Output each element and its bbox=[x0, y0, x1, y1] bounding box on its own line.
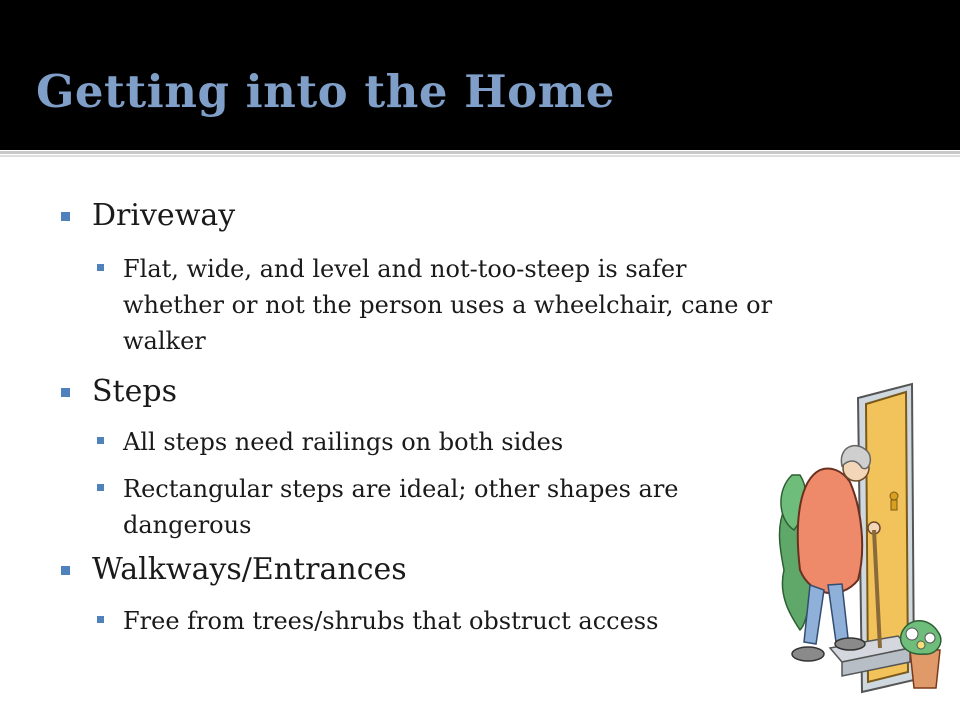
small-square-bullet-icon bbox=[97, 616, 104, 623]
square-bullet-icon bbox=[61, 212, 70, 221]
bullet-walkways: Walkways/Entrances bbox=[92, 552, 407, 587]
elderly-person-at-door-illustration bbox=[770, 380, 960, 700]
sub-bullet-railings: All steps need railings on both sides bbox=[123, 428, 564, 456]
sub-bullet-driveway-detail: Flat, wide, and level and not-too-steep is safer whether or not the person uses a wheelchair, cane or walker bbox=[123, 255, 773, 355]
slide-title: Getting into the Home bbox=[36, 65, 615, 118]
small-square-bullet-icon bbox=[97, 484, 104, 491]
small-square-bullet-icon bbox=[97, 437, 104, 444]
small-square-bullet-icon bbox=[97, 264, 104, 271]
sub-bullet-rectangular-steps: Rectangular steps are ideal; other shapes are dangerous bbox=[123, 475, 679, 539]
bullet-driveway: Driveway bbox=[92, 198, 236, 233]
bullet-steps: Steps bbox=[92, 374, 177, 409]
sub-bullet-obstruct-access: Free from trees/shrubs that obstruct access bbox=[123, 607, 659, 635]
square-bullet-icon bbox=[61, 388, 70, 397]
square-bullet-icon bbox=[61, 566, 70, 575]
